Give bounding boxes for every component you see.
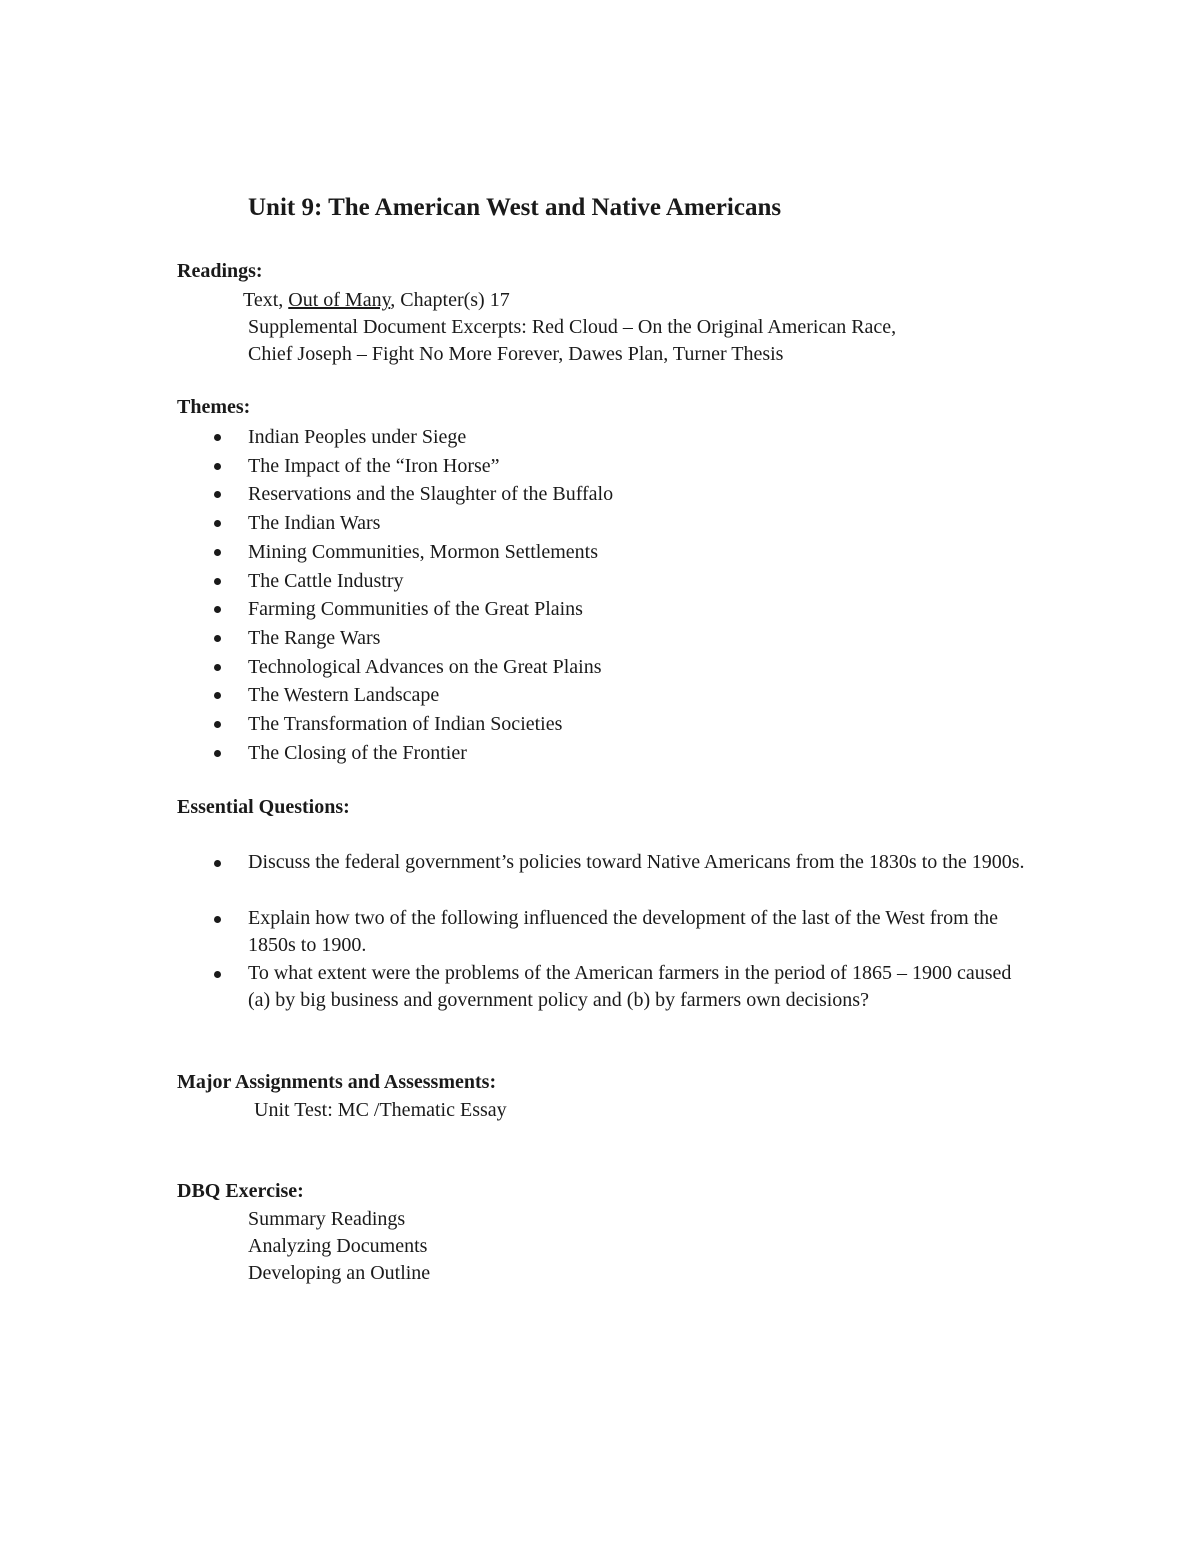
readings-heading: Readings: bbox=[177, 260, 263, 282]
theme-item-text: The Impact of the “Iron Horse” bbox=[248, 454, 500, 477]
bullet-icon bbox=[214, 692, 221, 699]
bullet-icon bbox=[214, 520, 221, 527]
theme-item-text: Mining Communities, Mormon Settlements bbox=[248, 540, 598, 563]
theme-item-text: The Range Wars bbox=[248, 626, 381, 649]
essential-questions-heading: Essential Questions: bbox=[177, 796, 350, 818]
assignments-heading: Major Assignments and Assessments: bbox=[177, 1071, 497, 1093]
readings-text-suffix: , Chapter(s) 17 bbox=[390, 289, 510, 311]
theme-item-text: Indian Peoples under Siege bbox=[248, 426, 467, 448]
themes-heading: Themes: bbox=[177, 396, 251, 418]
bullet-icon bbox=[214, 635, 221, 642]
bullet-icon bbox=[214, 916, 221, 923]
dbq-item: Summary Readings bbox=[248, 1208, 406, 1230]
theme-item bbox=[0, 624, 613, 653]
theme-item-text: Reservations and the Slaughter of the Buffalo bbox=[248, 483, 614, 506]
bullet-icon bbox=[214, 721, 221, 728]
bullet-icon bbox=[214, 549, 221, 556]
theme-item-text: Farming Communities of the Great Plains bbox=[248, 598, 583, 621]
theme-item bbox=[0, 423, 613, 452]
theme-item bbox=[0, 739, 613, 768]
theme-item bbox=[0, 681, 613, 710]
dbq-heading: DBQ Exercise: bbox=[177, 1180, 304, 1202]
bullet-icon bbox=[214, 491, 221, 498]
readings-supplemental-line-2: Chief Joseph – Fight No More Forever, Dawes Plan, Turner Thesis bbox=[248, 343, 784, 365]
theme-item bbox=[0, 452, 613, 481]
readings-text-prefix: Text, bbox=[243, 289, 289, 311]
dbq-item: Analyzing Documents bbox=[248, 1235, 428, 1257]
readings-book-title: Out of Many bbox=[288, 289, 391, 311]
dbq-item: Developing an Outline bbox=[248, 1262, 431, 1284]
essential-question-text: To what extent were the problems of the American farmers in the period of 1865 – 1900 caused (a) by big business and government policy and (b) by farmers own decisions? bbox=[248, 962, 1012, 1011]
theme-item bbox=[0, 567, 613, 596]
theme-item-text: Technological Advances on the Great Plains bbox=[248, 655, 602, 678]
bullet-icon bbox=[214, 750, 221, 757]
essential-question-text: Discuss the federal government’s policies toward Native Americans from the 1830s to the 1900s. bbox=[248, 851, 1025, 873]
theme-item-text: The Cattle Industry bbox=[248, 569, 404, 592]
theme-item bbox=[0, 710, 613, 739]
bullet-icon bbox=[214, 606, 221, 613]
assignments-line: Unit Test: MC /Thematic Essay bbox=[254, 1099, 507, 1121]
readings-supplemental-line-1: Supplemental Document Excerpts: Red Cloud – On the Original American Race, bbox=[248, 316, 897, 338]
bullet-icon bbox=[214, 664, 221, 671]
page-title: Unit 9: The American West and Native Americans bbox=[248, 194, 782, 221]
theme-item bbox=[0, 509, 613, 538]
bullet-icon bbox=[214, 434, 221, 441]
theme-item-text: The Indian Wars bbox=[248, 512, 381, 535]
theme-item bbox=[0, 595, 613, 624]
readings-text-line bbox=[243, 286, 510, 314]
theme-item-text: The Closing of the Frontier bbox=[248, 741, 467, 764]
theme-item-text: The Transformation of Indian Societies bbox=[248, 713, 563, 736]
theme-item bbox=[0, 538, 613, 567]
themes-list bbox=[0, 423, 613, 767]
bullet-icon bbox=[214, 578, 221, 585]
bullet-icon bbox=[214, 971, 221, 978]
essential-question-text: Explain how two of the following influenced the development of the last of the West from the 1850s to 1900. bbox=[248, 907, 999, 956]
theme-item-text: The Western Landscape bbox=[248, 684, 440, 707]
theme-item bbox=[0, 480, 613, 509]
bullet-icon bbox=[214, 860, 221, 867]
theme-item bbox=[0, 653, 613, 682]
bullet-icon bbox=[214, 463, 221, 470]
